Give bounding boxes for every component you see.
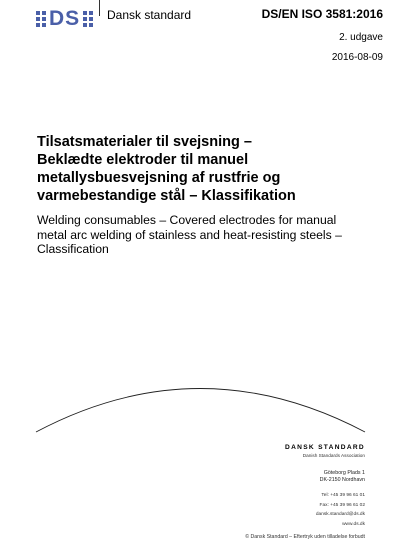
publisher-name: DANSK STANDARD: [285, 444, 365, 451]
publisher-contact: [270, 491, 365, 529]
title-en-line: metal arc welding of stainless and heat-resisting steels –: [37, 227, 342, 242]
website-link[interactable]: www.ds.dk: [342, 521, 365, 527]
title-en-line: Welding consumables – Covered electrodes for manual: [37, 213, 337, 227]
title-da-line: Tilsatsmaterialer til svejsning –: [37, 134, 252, 150]
title-en-line: Classification: [37, 242, 109, 256]
logo-text: DS: [49, 7, 81, 30]
brand-name: Dansk standard: [107, 8, 192, 22]
document-number: DS/EN ISO 3581:2016: [261, 7, 383, 21]
title-da-line: varmebestandige stål – Klassifikation: [37, 188, 296, 204]
publication-date: 2016-08-09: [331, 52, 383, 63]
publisher-address: [270, 470, 365, 484]
title-da-line: Beklædte elektroder til manuel: [37, 152, 249, 168]
title-da-line: metallysbuesvejsning af rustfrie og: [37, 170, 281, 186]
publisher-association: Danish Standards Association: [302, 453, 365, 458]
address-line: DK-2150 Nordhavn: [319, 477, 365, 484]
email-link[interactable]: dansk.standard@ds.dk: [315, 512, 365, 517]
phone-number: Tel: +45 39 96 61 01: [321, 493, 365, 498]
fax-number: Fax: +45 39 96 61 02: [319, 502, 365, 508]
address-line: Göteborg Plads 1: [323, 470, 365, 476]
copyright-notice: © Dansk Standard – Eftertryk uden tilladelse forbudt: [245, 534, 365, 540]
publisher-block: [270, 444, 365, 458]
edition: 2. udgave: [339, 32, 383, 43]
